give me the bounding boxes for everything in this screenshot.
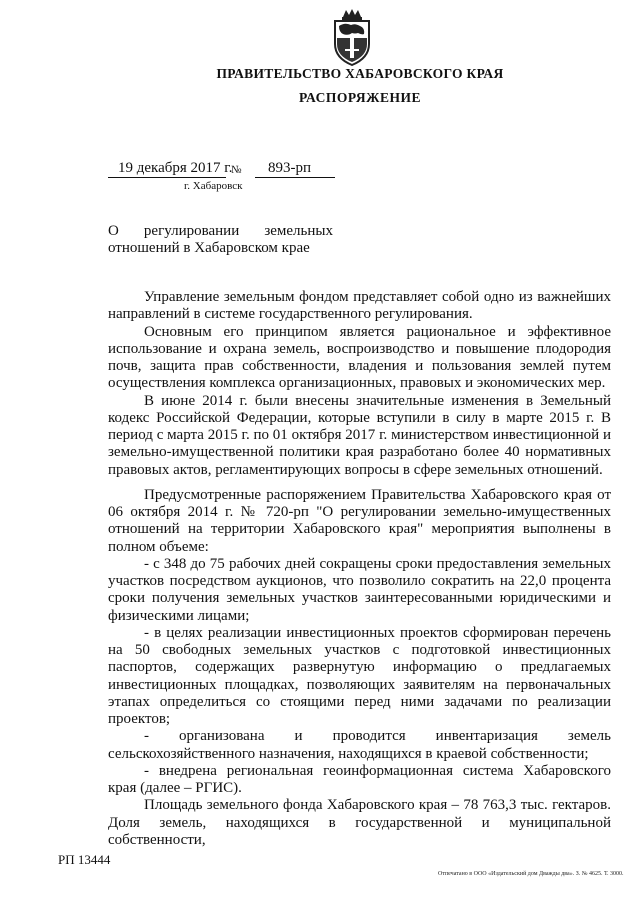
khabarovsk-coat-of-arms-icon bbox=[327, 8, 377, 68]
body-paragraph: Предусмотренные распоряжением Правительства Хабаровского края от 06 октября 2014 г. № 720-рп "О регулировании земельно-имущественных отношений на территории Хабаровского края" мероприятия выполнены в полном объеме: bbox=[108, 486, 611, 555]
document-type: РАСПОРЯЖЕНИЕ bbox=[298, 90, 422, 105]
registration-code: РП 13444 bbox=[58, 852, 111, 867]
document-number: 893-рп bbox=[268, 160, 312, 176]
body-paragraph: Управление земельным фондом представляет собой одно из важнейших направлений в системе государственного регулирования. bbox=[108, 289, 611, 323]
date-underline bbox=[108, 177, 226, 178]
list-item: - организована и проводится инвентаризация земель сельскохозяйственного назначения, находящихся в краевой собственности; bbox=[108, 728, 611, 762]
document-city: г. Хабаровск bbox=[184, 180, 243, 192]
body-paragraph: Площадь земельного фонда Хабаровского края – 78 763,3 тыс. гектаров. Доля земель, находящихся в государственной и муниципальной собственности, bbox=[108, 797, 611, 848]
body-paragraph: Основным его принципом является рациональное и эффективное использование и охрана земель, воспроизводство и повышение плодородия почв, защита прав собственности, владения и пользования землей путем осуществления комплекса организационных, правовых и экономических мер. bbox=[108, 323, 611, 392]
document-date: 19 декабря 2017 г. bbox=[118, 160, 233, 176]
list-item: - в целях реализации инвестиционных проектов сформирован перечень на 50 свободных земельных участков с подготовкой инвестиционных паспортов, содержащих развернутую информацию о предлагаемых инвестиционных площадках, позволяющих заявителям на первоначальных этапах определиться со стоящими перед ними задачами по реализации проектов; bbox=[108, 624, 611, 727]
number-label: № bbox=[231, 164, 242, 176]
government-title: ПРАВИТЕЛЬСТВО ХАБАРОВСКОГО КРАЯ bbox=[216, 66, 504, 81]
document-subject: О регулировании земельных отношений в Хабаровском крае bbox=[108, 223, 333, 256]
body-paragraph: В июне 2014 г. были внесены значительные изменения в Земельный кодекс Российской Федерации, которые вступили в силу в марте 2015 г. В период с марта 2015 г. по 01 октября 2017 г. министерством инвестиционной и земельно-имущественной политики края разработано более 40 нормативных правовых актов, регламентирующих вопросы в сфере земельных отношений. bbox=[108, 392, 611, 478]
list-item: - внедрена региональная геоинформационная система Хабаровского края (далее – РГИС). bbox=[108, 762, 611, 796]
document-body bbox=[108, 289, 611, 849]
printer-note: Отпечатано в ООО «Издательский дом Дважды два». З. № 4625. Т. 3000. bbox=[438, 871, 624, 877]
number-underline bbox=[255, 177, 335, 178]
list-item: - с 348 до 75 рабочих дней сокращены сроки предоставления земельных участков посредством аукционов, что позволило сократить на 22,0 процента сроки получения земельных участков заинтересованными юридическими и физическими лицами; bbox=[108, 555, 611, 624]
